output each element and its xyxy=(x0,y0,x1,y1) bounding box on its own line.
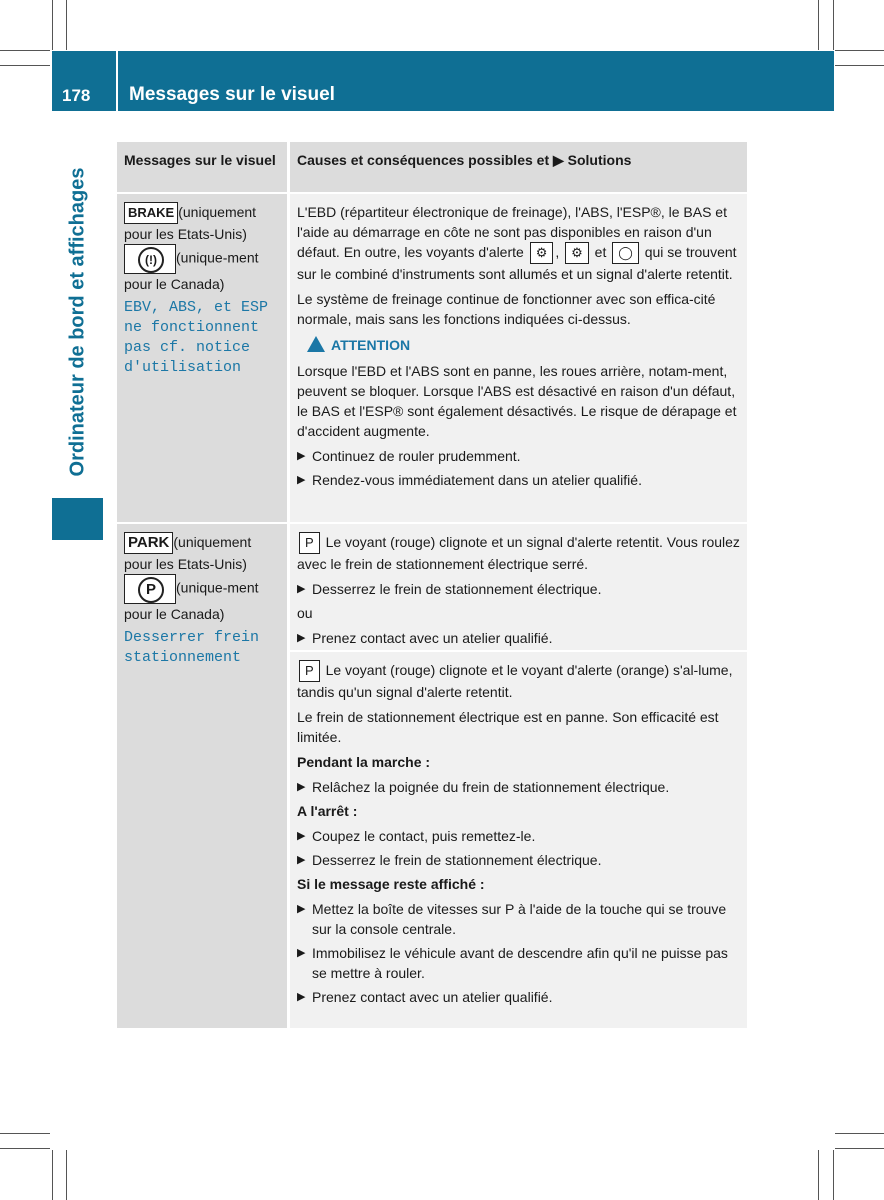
crop-mark xyxy=(818,1150,819,1200)
park-label-box: PARK xyxy=(124,532,173,554)
canada-note: (unique-ment pour le Canada) xyxy=(124,249,259,292)
list-item: ▶ Relâchez la poignée du frein de stationnement électrique. xyxy=(297,779,670,795)
causes-cell xyxy=(290,194,747,522)
bullet-icon: ▶ xyxy=(297,583,306,595)
bullet-icon: ▶ xyxy=(297,947,306,959)
display-message: Desserrer frein stationnement xyxy=(124,629,260,666)
bullet-icon: ▶ xyxy=(297,450,306,462)
subheading: A l'arrêt : xyxy=(297,803,358,819)
usa-note: (uniquement pour les Etats-Unis) xyxy=(124,534,252,572)
page-number: 178 xyxy=(62,86,91,105)
paragraph: Lorsque l'EBD et l'ABS sont en panne, les roues arrière, notam-ment, peuvent se bloquer. Lorsque l'ABS est désactivé en raison d'un défaut, le BAS et l'ESP® sont également désactivés. Le risque de dérapage et d'accident augmente. xyxy=(297,363,737,439)
warning-heading: ATTENTION xyxy=(307,335,740,355)
header-separator xyxy=(116,51,118,111)
causes-cell-group xyxy=(290,524,747,1028)
bullet-icon: ▶ xyxy=(297,854,306,866)
message-cell xyxy=(117,524,287,1028)
abs-icon: ⚙ xyxy=(530,242,554,264)
esp-off-icon: ⚙ xyxy=(565,242,589,264)
list-item: ▶ Coupez le contact, puis remettez-le. xyxy=(297,828,536,844)
park-icon: P xyxy=(299,660,320,682)
crop-mark xyxy=(66,0,67,50)
section-side-title: Ordinateur de bord et affichages xyxy=(66,167,89,477)
crop-mark xyxy=(0,1148,50,1149)
canada-note: (unique-ment pour le Canada) xyxy=(124,579,259,622)
crop-mark xyxy=(833,1150,834,1200)
table-row xyxy=(117,524,747,1028)
list-item: ▶ Mettez la boîte de vitesses sur P à l'aide de la touche qui se trouve sur la console centrale. xyxy=(297,901,727,937)
park-brake-icon: P xyxy=(124,574,176,604)
table-row xyxy=(117,194,747,522)
crop-mark xyxy=(835,65,884,66)
page-title: Messages sur le visuel xyxy=(129,84,335,105)
crop-mark xyxy=(66,1150,67,1200)
table-header-row xyxy=(117,142,747,192)
list-item: ▶ Immobilisez le véhicule avant de descendre afin qu'il ne puisse pas se mettre à rouler. xyxy=(297,945,728,981)
list-item: ▶ Desserrez le frein de stationnement électrique. xyxy=(297,581,602,597)
brake-label-box: BRAKE xyxy=(124,202,178,224)
or-text: ou xyxy=(297,605,313,621)
usa-note: (uniquement pour les Etats-Unis) xyxy=(124,204,257,242)
bullet-icon: ▶ xyxy=(297,781,306,793)
crop-mark xyxy=(818,0,819,50)
crop-mark xyxy=(833,0,834,50)
brake-circle-icon: ◯ xyxy=(612,242,639,264)
crop-mark xyxy=(0,65,50,66)
crop-mark xyxy=(835,1133,884,1134)
list-item: ▶ Desserrez le frein de stationnement électrique. xyxy=(297,852,602,868)
col-header-causes: Causes et conséquences possibles et ▶ Solutions xyxy=(290,142,747,192)
list-item: ▶ Prenez contact avec un atelier qualifié. xyxy=(297,989,553,1005)
paragraph: P Le voyant (rouge) clignote et un signal d'alerte retentit. Vous roulez avec le frein de stationnement électrique serré. xyxy=(297,534,740,572)
col-header-messages: Messages sur le visuel xyxy=(117,142,287,192)
crop-mark xyxy=(0,50,50,51)
bullet-icon: ▶ xyxy=(297,474,306,486)
crop-mark xyxy=(835,1148,884,1149)
list-item: ▶ Continuez de rouler prudemment. xyxy=(297,448,521,464)
subheading: Pendant la marche : xyxy=(297,754,431,770)
crop-mark xyxy=(52,0,53,50)
messages-table xyxy=(117,142,747,1028)
causes-cell xyxy=(290,524,747,650)
bullet-icon: ▶ xyxy=(297,991,306,1003)
bullet-icon: ▶ xyxy=(297,903,306,915)
message-cell xyxy=(117,194,287,522)
paragraph: L'EBD (répartiteur électronique de freinage), l'ABS, l'ESP®, le BAS et l'aide au démarrage en côte ne sont pas disponibles en raison d'un défaut. En outre, les voyants d'alerte ⚙ , ⚙ et ◯ qui se trouvent sur le combiné d'instruments sont allumés et un signal d'alerte retentit. xyxy=(297,204,737,282)
crop-mark xyxy=(52,1150,53,1200)
section-tab xyxy=(52,498,103,540)
warning-icon xyxy=(307,336,325,352)
crop-mark xyxy=(0,1133,50,1134)
brake-warning-icon: (!) xyxy=(124,244,176,274)
list-item: ▶ Prenez contact avec un atelier qualifié. xyxy=(297,630,553,646)
paragraph: Le frein de stationnement électrique est en panne. Son efficacité est limitée. xyxy=(297,709,719,745)
crop-mark xyxy=(835,50,884,51)
bullet-icon: ▶ xyxy=(297,632,306,644)
park-icon: P xyxy=(299,532,320,554)
list-item: ▶ Rendez-vous immédiatement dans un atelier qualifié. xyxy=(297,472,642,488)
subheading: Si le message reste affiché : xyxy=(297,876,485,892)
display-message: EBV, ABS, et ESP ne fonctionnent pas cf. notice d'utilisation xyxy=(124,299,269,376)
causes-cell xyxy=(290,652,747,1028)
paragraph: P Le voyant (rouge) clignote et le voyant d'alerte (orange) s'al-lume, tandis qu'un signal d'alerte retentit. xyxy=(297,662,733,700)
bullet-icon: ▶ xyxy=(297,830,306,842)
paragraph: Le système de freinage continue de fonctionner avec son effica-cité normale, mais sans les fonctions indiquées ci-dessus. xyxy=(297,291,716,327)
